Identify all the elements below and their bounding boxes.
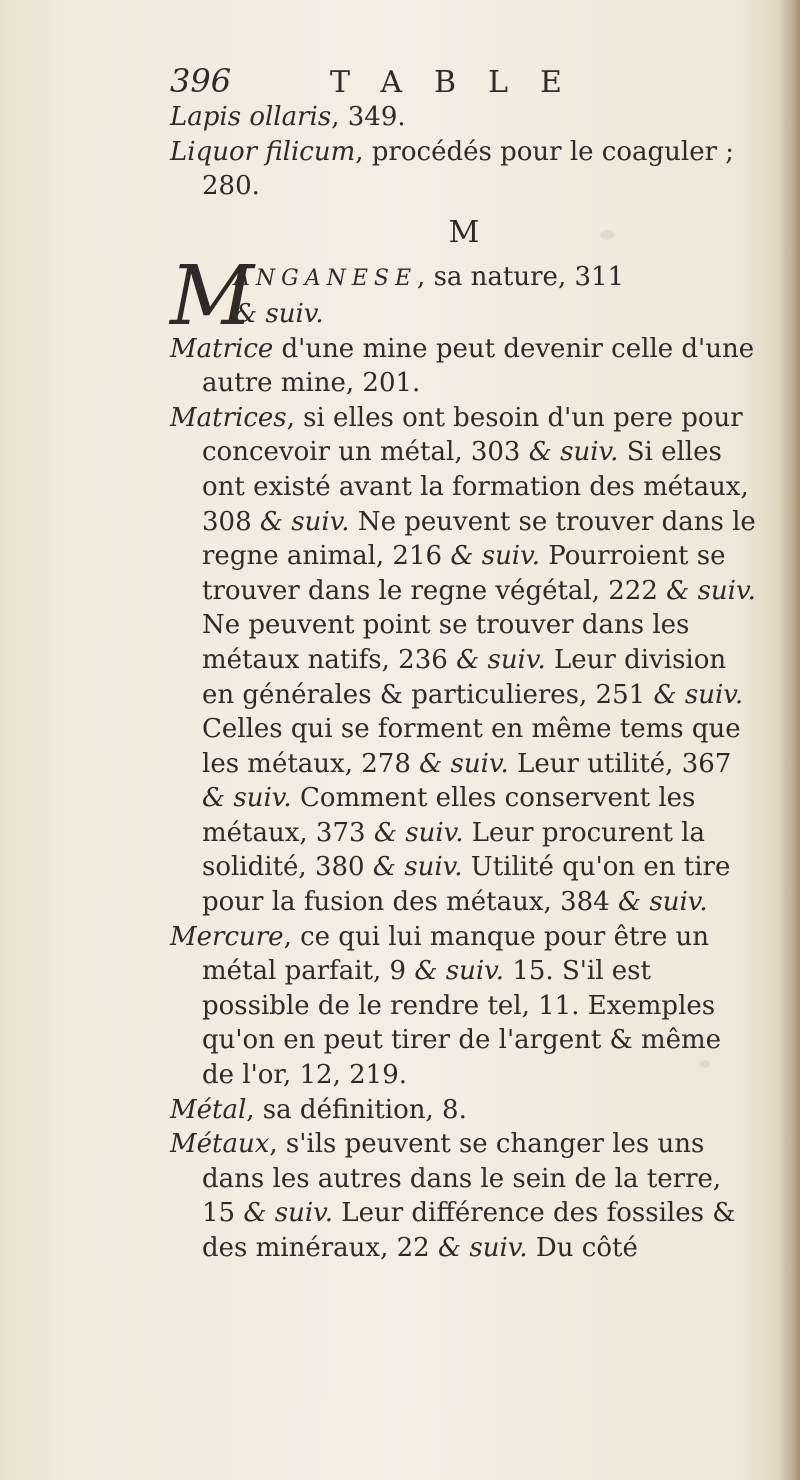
entry-suiv: & suiv. [202,783,292,814]
entry-suiv: & suiv. [234,298,324,329]
entry-text: , sa définition, 8. [246,1094,467,1125]
entry-text: Leur procurent la solidité, 380 [202,817,705,883]
entry-suiv: & suiv. [456,644,546,675]
entry-text: , ce qui lui manque pour être un métal parfait, 9 [202,921,709,987]
entry-suiv: & suiv. [528,437,619,468]
entry-suiv: & suiv. [373,817,464,848]
entry-text: Leur différence des fossiles & des minéraux, 22 [202,1198,736,1263]
entry-suiv: & suiv. [372,852,463,883]
entry-text: , sa nature, 311 [417,262,625,293]
entry-text: Leur utilité, 367 [508,748,732,779]
entry-text: Celles qui se forment en même tems que les métaux, 278 [202,714,741,779]
entry-text: 15. S'il est possible de le rendre tel, 11. Exemples qu'on en peut tirer de l'argent & même de l'or, 12, 219. [202,956,722,1091]
entry-text: Leur division en générales & particulieres, 251 [202,644,727,710]
entry-text: , 349. [331,102,406,132]
entry-term: Liquor filicum [170,136,356,167]
index-entries [170,332,760,1266]
entry-suiv: & suiv. [419,748,509,779]
entry-term: Mercure [170,921,284,952]
drop-cap-initial: M [170,249,254,345]
entry-term: Matrices [170,402,287,433]
entry-suiv: & suiv. [437,1233,528,1263]
entry-suiv: & suiv. [617,887,708,918]
section-letter: M [448,214,482,250]
index-entry [170,135,760,204]
page-edge-shadow [778,0,800,1480]
entry-text: Si elles ont existé avant la formation des métaux, 308 [202,437,749,537]
entry-text: d'une mine peut devenir celle d'une autre mine, 201. [202,333,755,399]
page-header [170,62,594,102]
entry-suiv: & suiv. [666,575,756,606]
index-content [170,100,760,1266]
index-entry [170,332,760,401]
entry-term: Lapis ollaris [170,102,332,132]
index-entry [170,401,760,920]
entry-text: Comment elles conservent les métaux, 373 [202,783,696,848]
index-entry-drop-cap [170,249,760,345]
entry-text: Ne peuvent se trouver dans le regne animal, 216 [202,506,756,572]
entry-text: , procédés pour le coaguler ; 280. [202,136,735,202]
entry-text: , s'ils peuvent se changer les uns dans les autres dans le sein de la terre, 15 [202,1129,722,1229]
entry-suiv: & suiv. [259,506,350,537]
entry-text: Ne peuvent point se trouver dans les métaux natifs, 236 [202,610,690,675]
entry-suiv: & suiv. [653,679,744,710]
entry-suiv: & suiv. [450,541,540,572]
page-number: 396 [170,62,232,100]
index-entry [170,1127,760,1265]
entry-term: ANGANESE [234,266,418,292]
index-entry [170,1093,760,1128]
entry-suiv: & suiv. [414,956,505,987]
entry-text: , si elles ont besoin d'un pere pour concevoir un métal, 303 [202,402,743,468]
entry-term: Matrice [170,333,274,364]
entry-term: Métaux [170,1129,270,1160]
entry-term: Métal [170,1094,247,1125]
index-entry [170,100,760,135]
entry-suiv: & suiv. [243,1198,334,1229]
running-title: TABLE [330,65,594,100]
entry-text: Utilité qu'on en tire pour la fusion des métaux, 384 [202,852,731,918]
entry-text: Pourroient se trouver dans le regne végétal, 222 [202,541,726,606]
entry-text: Du côté [527,1233,638,1263]
index-entry [170,920,760,1093]
